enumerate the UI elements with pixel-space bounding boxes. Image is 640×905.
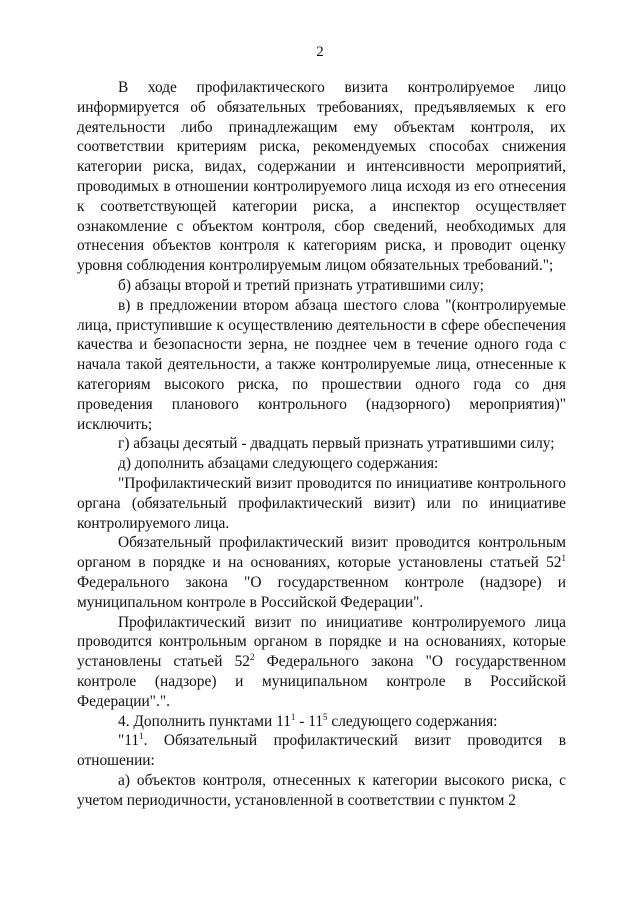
page-number: 2 (316, 44, 324, 60)
superscript: 5 (323, 711, 328, 722)
paragraph-item-4 (77, 712, 566, 732)
text-segment: Обязательный профилактический визит проводится контрольным органом в порядке и на основаниях, которые установлены статьей 52 (77, 534, 566, 572)
paragraph-subitem-a: а) объектов контроля, отнесенных к категории высокого риска, с учетом периодичности, установленной в соответствии с пунктом 2 (77, 771, 566, 809)
paragraph-preventive-visit-info: В ходе профилактического визита контролируемое лицо информируется об обязательных требованиях, предъявляемых к его деятельности либо принадлежащим ему объектам контроля, их соответствии критериям риска, рекомендуемых способах снижения категории риска, видах, содержании и интенсивности мероприятий, проводимых в отношении контролируемого лица исходя из его отнесения к соответствующей категории риска, а инспектор осуществляет ознакомление с объектом контроля, сбор сведений, необходимых для отнесения объектов контроля к категориям риска, и проводит оценку уровня соблюдения контролируемым лицом обязательных требований."; (77, 79, 566, 275)
superscript: 1 (561, 553, 566, 564)
paragraph-item-g: г) абзацы десятый - двадцать первый признать утратившими силу; (118, 435, 555, 453)
paragraph-item-b: б) абзацы второй и третий признать утратившими силу; (118, 276, 484, 294)
superscript: 1 (139, 731, 144, 742)
paragraph-visit-initiative: "Профилактический визит проводится по инициативе контрольного органа (обязательный профилактический визит) или по инициативе контролируемого лица. (77, 474, 566, 532)
text-segment: Федерального закона "О государственном контроле (надзоре) и муниципальном контроле в Российской Федерации". (77, 573, 566, 611)
superscript: 2 (249, 652, 255, 663)
paragraph-initiative-visit (77, 613, 566, 712)
text-segment: "11 (118, 732, 140, 750)
text-segment: - 11 (295, 712, 324, 730)
paragraph-item-d: д) дополнить абзацами следующего содержания: (118, 455, 439, 473)
paragraph-item-v: в) в предложении втором абзаца шестого слова "(контролируемые лица, приступившие к осуществлению деятельности в сфере обеспечения качества и безопасности зерна, не позднее чем в течение одного года с начала такой деятельности, а также контролируемые лица, отнесенные к категориям высокого риска, по прошествии одного года со дня проведения планового контрольного (надзорного) мероприятия)" исключить; (77, 296, 566, 433)
text-segment: Профилактический визит по инициативе контролируемого лица проводится контрольным органом в порядке и на основаниях, которые установлены статьей 52 (77, 613, 566, 671)
paragraph-item-11-1 (77, 731, 566, 771)
document-body (77, 78, 566, 810)
paragraph-mandatory-visit (77, 533, 566, 612)
text-segment: Федерального закона "О государственном контроле (надзоре) и муниципальном контроле в Российской Федерации".". (77, 653, 566, 710)
superscript: 1 (290, 711, 296, 722)
text-segment: следующего содержания: (327, 712, 498, 730)
text-segment: . Обязательный профилактический визит проводится в отношении: (77, 732, 566, 770)
text-segment: 4. Дополнить пунктами 11 (118, 712, 291, 730)
